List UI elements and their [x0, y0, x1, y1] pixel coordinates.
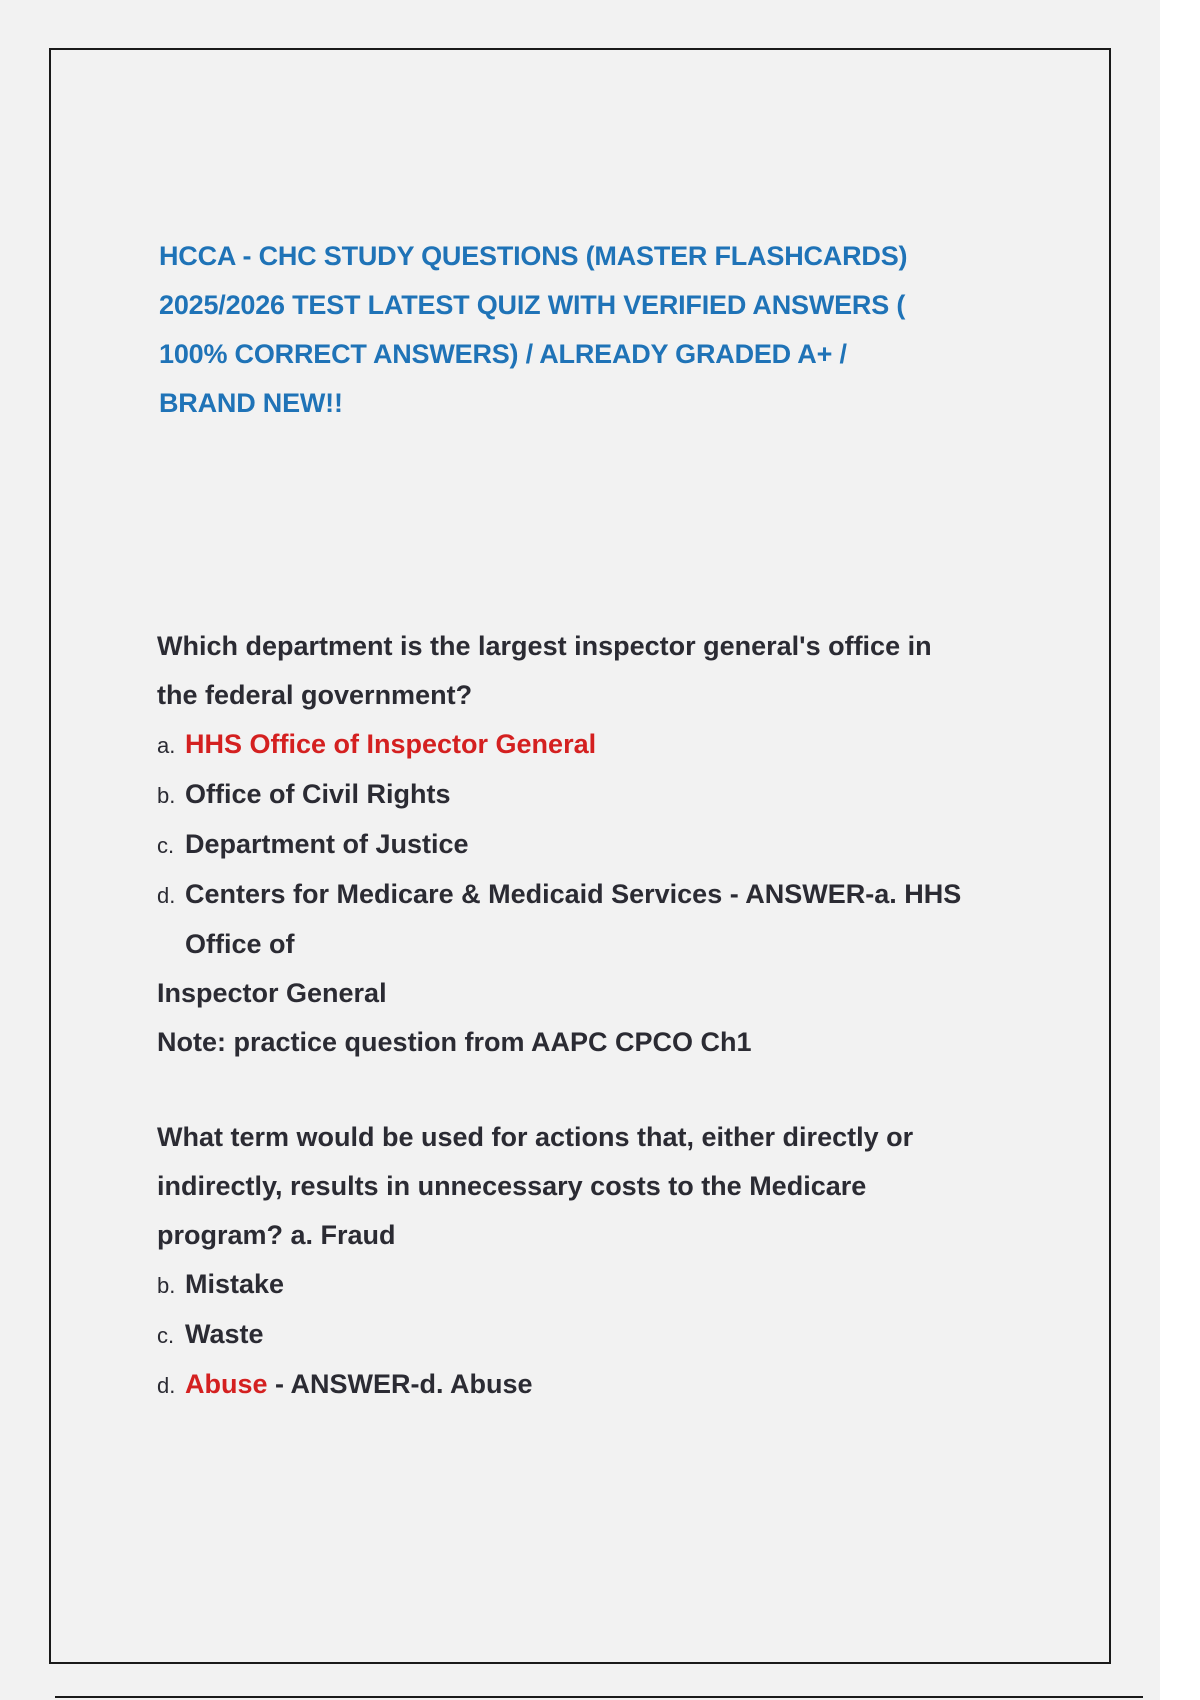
option-letter: a.: [157, 733, 176, 758]
question-stem-line: program? a. Fraud: [157, 1220, 396, 1250]
correct-option-text: HHS Office of Inspector General: [185, 729, 597, 759]
option-letter: b.: [157, 1273, 176, 1298]
option-text: Mistake: [185, 1269, 285, 1299]
option-letter: c.: [157, 1323, 175, 1348]
question-stem-line: Which department is the largest inspector general's office in: [157, 631, 932, 661]
option-letter: d.: [157, 1373, 176, 1398]
option-letter: c.: [157, 833, 175, 858]
page-bottom-rule: [55, 1696, 1143, 1698]
answer-continuation: Inspector General: [157, 978, 387, 1008]
title-line: BRAND NEW!!: [159, 388, 343, 418]
option-d: [157, 1360, 1017, 1410]
title-line: 2025/2026 TEST LATEST QUIZ WITH VERIFIED ANSWERS (: [159, 290, 906, 320]
answer-suffix: - ANSWER-d. Abuse: [267, 1369, 533, 1399]
option-a: [157, 720, 1017, 770]
title-line: 100% CORRECT ANSWERS) / ALREADY GRADED A+ /: [159, 339, 847, 369]
correct-option-text: Abuse: [185, 1369, 268, 1399]
question-1: [157, 622, 1017, 1067]
question-stem-line: indirectly, results in unnecessary costs to the Medicare: [157, 1171, 867, 1201]
option-text: Centers for Medicare & Medicaid Services - ANSWER-a. HHS: [185, 879, 962, 909]
option-c: [157, 1310, 1017, 1360]
option-text: Waste: [185, 1319, 264, 1349]
question-stem-line: the federal government?: [157, 680, 473, 710]
question-2: [157, 1113, 1017, 1410]
option-letter: b.: [157, 783, 176, 808]
answer-continuation: Office of: [185, 929, 295, 959]
title-line: HCCA - CHC STUDY QUESTIONS (MASTER FLASHCARDS): [159, 241, 908, 271]
document-title: [159, 232, 979, 428]
viewer-side-margin: [1160, 0, 1200, 1700]
question-note: Note: practice question from AAPC CPCO Ch1: [157, 1027, 752, 1057]
option-b: [157, 1260, 1017, 1310]
option-letter: d.: [157, 883, 176, 908]
option-b: [157, 770, 1017, 820]
question-stem-line: What term would be used for actions that, either directly or: [157, 1122, 914, 1152]
option-d: [157, 870, 1017, 920]
option-c: [157, 820, 1017, 870]
option-text: Department of Justice: [185, 829, 469, 859]
option-text: Office of Civil Rights: [185, 779, 451, 809]
